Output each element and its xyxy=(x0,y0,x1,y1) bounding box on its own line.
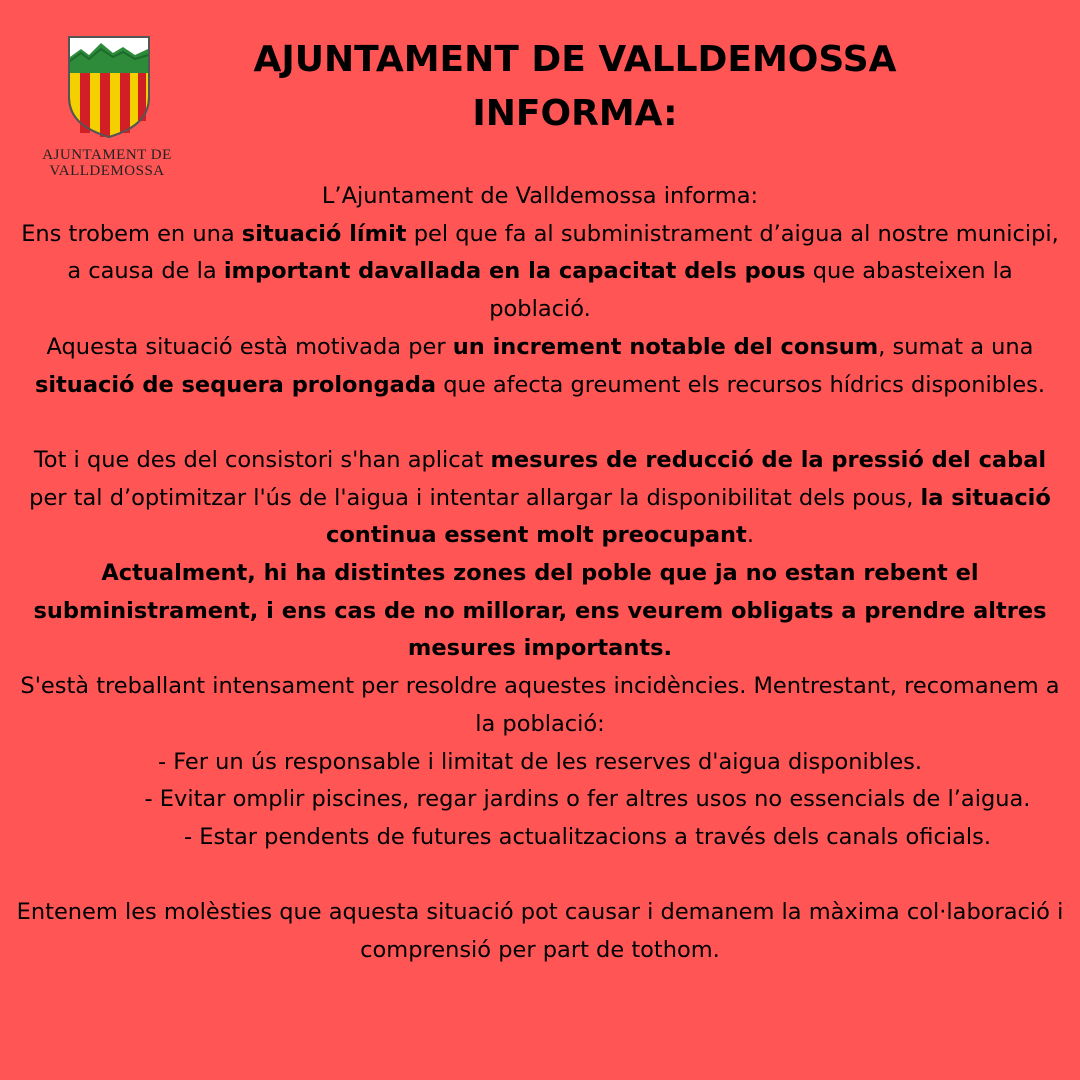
warning-paragraph xyxy=(15,555,1065,668)
bold-span: situació límit xyxy=(241,220,407,247)
text-span: , sumat a una xyxy=(878,333,1034,360)
closing-paragraph: Entenem les molèsties que aquesta situació pot causar i demanem la màxima col·laboració i comprensió per part de tothom. xyxy=(16,899,1064,964)
bullet-item: - Fer un ús responsable i limitat de les reserves d'aigua disponibles. xyxy=(157,748,923,775)
text-span: Aquesta situació està motivada per xyxy=(46,333,453,360)
title-line2: INFORMA: xyxy=(472,93,678,134)
text-span: que abasteixen la població. xyxy=(489,258,1013,323)
bullet-item: - Evitar omplir piscines, regar jardins o fer altres usos no essencials de l’aigua. xyxy=(144,786,1031,813)
text-span: . xyxy=(746,522,754,549)
logo-caption-line1: AJUNTAMENT DE xyxy=(42,147,172,163)
recommendation-paragraph: S'està treballant intensament per resoldre aquestes incidències. Mentrestant, recomanem a la població: xyxy=(20,673,1060,737)
notice-body xyxy=(15,178,1065,970)
measures-paragraph xyxy=(15,442,1065,555)
spacer xyxy=(15,404,1065,442)
page-title xyxy=(200,33,950,141)
bold-span: mesures de reducció de la pressió del cabal xyxy=(490,446,1047,473)
municipal-logo xyxy=(30,35,190,185)
bold-span: la situació continua essent molt preocupant xyxy=(326,484,1051,549)
intro-paragraph: L’Ajuntament de Valldemossa informa: xyxy=(321,183,759,209)
text-span: Tot i que des del consistori s'han aplicat xyxy=(33,446,491,473)
situation-paragraph xyxy=(15,216,1065,329)
title-line1: AJUNTAMENT DE VALLDEMOSSA xyxy=(253,39,897,80)
bullet-item: - Estar pendents de futures actualitzacions a través dels canals oficials. xyxy=(183,823,992,850)
cause-paragraph xyxy=(15,329,1065,404)
logo-caption xyxy=(30,147,184,179)
bold-span: un increment notable del consum xyxy=(452,333,879,360)
bold-span: Actualment, hi ha distintes zones del poble que ja no estan rebent el subministrament, i ens cas de no millorar, ens veurem obligats a prendre altres mesures importants. xyxy=(33,560,1047,662)
text-span: que afecta greument els recursos hídrics disponibles. xyxy=(436,371,1046,398)
coat-of-arms-icon xyxy=(67,35,151,139)
logo-caption-line2: VALLDEMOSSA xyxy=(49,163,165,179)
text-span: pel que fa al subministrament d’aigua al nostre municipi, a causa de la xyxy=(67,220,1059,285)
text-span: Ens trobem en una xyxy=(21,220,242,247)
text-span: per tal d’optimitzar l'ús de l'aigua i intentar allargar la disponibilitat dels pous, xyxy=(29,484,921,511)
spacer xyxy=(15,857,1065,895)
bold-span: situació de sequera prolongada xyxy=(34,371,437,398)
bold-span: important davallada en la capacitat dels pous xyxy=(223,258,806,285)
